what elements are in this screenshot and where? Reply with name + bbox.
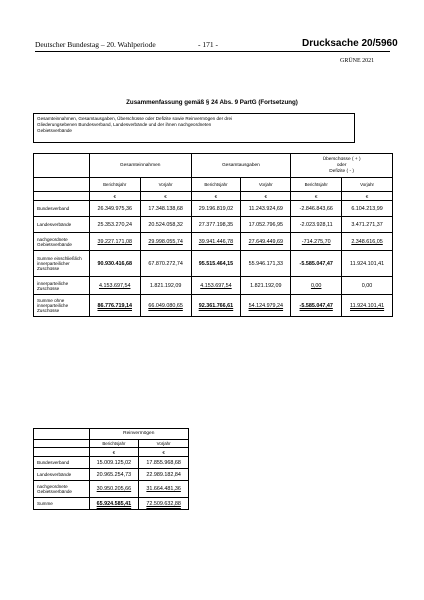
value-cell <box>89 233 140 251</box>
value-cell <box>139 498 189 510</box>
table-row <box>34 481 189 498</box>
table-row <box>34 277 393 295</box>
table-row <box>34 295 393 317</box>
subheader: Vorjahr <box>140 178 191 192</box>
value-text: 92.361.766,61 <box>198 302 234 309</box>
currency-cell: € <box>139 448 189 457</box>
value-cell: 20.965.254,73 <box>89 469 139 481</box>
value-cell <box>140 233 191 251</box>
value-cell: -5.585.047,47 <box>291 251 342 277</box>
value-cell <box>342 233 393 251</box>
value-text: 54.124.979,24 <box>248 302 284 309</box>
value-cell: 22.989.182,84 <box>139 469 189 481</box>
row-label: Summe ohne innerparteiliche Zuschüsse <box>34 295 90 317</box>
currency-cell: € <box>140 192 191 201</box>
corner-cell <box>34 440 90 448</box>
value-cell: 55.946.171,33 <box>241 251 291 277</box>
table-row <box>34 251 393 277</box>
subheader: Vorjahr <box>342 178 393 192</box>
value-cell <box>89 498 139 510</box>
value-text: 39.227.171,08 <box>97 238 132 245</box>
row-label: nachgeordnete Gebietsverbände <box>34 481 90 498</box>
description-line: Gebietsverbände <box>37 128 72 133</box>
subheader: Vorjahr <box>139 440 189 448</box>
value-cell: 20.524.058,32 <box>140 217 191 233</box>
value-text: -714.275,70 <box>301 238 331 245</box>
value-cell: 11.924.101,41 <box>342 251 393 277</box>
header-page-number: - 171 - <box>198 40 218 49</box>
row-label: Landesverbände <box>34 469 90 481</box>
value-cell <box>241 295 291 317</box>
value-cell <box>291 277 342 295</box>
corner-cell <box>34 448 90 457</box>
value-text: 72.509.632,88 <box>146 500 181 507</box>
description-box <box>33 113 355 143</box>
net-assets-table <box>33 428 189 510</box>
row-label: Bundesverband <box>34 457 90 469</box>
table-row <box>34 498 189 510</box>
value-text: 86.776.719,14 <box>97 302 132 309</box>
header-publication: Deutscher Bundestag – 20. Wahlperiode <box>35 40 156 49</box>
table-row <box>34 457 189 469</box>
subheader: Vorjahr <box>241 178 291 192</box>
value-cell <box>191 233 241 251</box>
section-title: Zusammenfassung gemäß § 24 Abs. 9 PartG (Fortsetzung) <box>126 99 298 106</box>
value-cell <box>139 481 189 498</box>
subheader: Berichtsjahr <box>89 440 139 448</box>
table-row <box>34 201 393 217</box>
value-cell: 17.855.968,68 <box>139 457 189 469</box>
table-row <box>34 217 393 233</box>
value-cell <box>89 481 139 498</box>
value-cell: 6.104.213,99 <box>342 201 393 217</box>
party-label: GRÜNE 2021 <box>340 58 375 64</box>
value-cell: 27.377.198,35 <box>191 217 241 233</box>
value-cell: 1.821.192,09 <box>241 277 291 295</box>
group-header-ausgaben: Gesamtausgaben <box>191 154 291 178</box>
value-text: 39.941.446,78 <box>198 238 234 245</box>
group-header-ueberschuesse <box>291 154 393 178</box>
value-cell: 17.052.796,95 <box>241 217 291 233</box>
value-cell <box>241 233 291 251</box>
description-line: Gliederungsebenen Bundesverband, Landesverbände und der ihnen nachgeordneten <box>37 122 212 127</box>
value-cell: 29.196.819,02 <box>191 201 241 217</box>
row-label: innerparteiliche Zuschüsse <box>34 277 90 295</box>
value-cell <box>291 233 342 251</box>
value-cell: -2.846.843,66 <box>291 201 342 217</box>
group-header-line: Überschüsse ( + ) <box>322 156 361 162</box>
value-cell: 11.243.924,69 <box>241 201 291 217</box>
value-cell: 26.349.975,36 <box>89 201 140 217</box>
value-cell: 1.821.192,09 <box>140 277 191 295</box>
value-cell <box>191 295 241 317</box>
group-header-line: oder <box>336 162 347 168</box>
row-label: Landesverbände <box>34 217 90 233</box>
header-document-number: Drucksache 20/5960 <box>302 38 398 49</box>
table-row <box>34 233 393 251</box>
value-cell <box>191 277 241 295</box>
value-cell: 0,00 <box>342 277 393 295</box>
corner-cell <box>34 429 90 440</box>
value-cell: 90.930.416,68 <box>89 251 140 277</box>
value-text: 0,00 <box>310 282 322 289</box>
subheader: Berichtsjahr <box>291 178 342 192</box>
value-text: 31.664.481,36 <box>146 486 181 492</box>
row-label: Summe einschließlich innerparteilicher Zuschüsse <box>34 251 90 277</box>
group-header-reinvermoegen: Reinvermögen <box>89 429 188 440</box>
corner-cell <box>34 192 90 201</box>
header-rule <box>35 51 390 52</box>
corner-cell <box>34 178 90 192</box>
value-text: 66.049.080,65 <box>148 302 183 309</box>
value-cell <box>89 295 140 317</box>
row-label: nachgeordnete Gebietsverbände <box>34 233 90 251</box>
value-text: 29.998.055,74 <box>148 238 183 245</box>
value-cell: -2.023.928,11 <box>291 217 342 233</box>
row-label: Bundesverband <box>34 201 90 217</box>
value-cell <box>291 295 342 317</box>
currency-cell: € <box>191 192 241 201</box>
table-row <box>34 469 189 481</box>
group-header-line: Defizite ( - ) <box>329 168 355 174</box>
value-text: -5.585.047,47 <box>299 302 333 309</box>
value-cell: 25.353.270,24 <box>89 217 140 233</box>
currency-cell: € <box>89 192 140 201</box>
value-cell <box>140 295 191 317</box>
value-cell <box>342 295 393 317</box>
value-text: 30.950.205,66 <box>96 486 132 492</box>
currency-cell: € <box>241 192 291 201</box>
subheader: Berichtsjahr <box>89 178 140 192</box>
value-cell: 15.009.125,02 <box>89 457 139 469</box>
summary-table <box>33 153 393 317</box>
value-cell: 17.348.138,68 <box>140 201 191 217</box>
value-text: 4.153.697,54 <box>98 282 131 289</box>
value-cell: 95.515.464,15 <box>191 251 241 277</box>
corner-cell <box>34 154 90 178</box>
subheader: Berichtsjahr <box>191 178 241 192</box>
currency-cell: € <box>342 192 393 201</box>
value-text: 4.153.697,54 <box>200 282 232 289</box>
value-text: 65.924.585,41 <box>96 500 132 507</box>
value-text: 11.924.101,41 <box>350 302 385 309</box>
group-header-einnahmen: Gesamteinnahmen <box>89 154 191 178</box>
currency-cell: € <box>89 448 139 457</box>
value-cell: 67.870.272,74 <box>140 251 191 277</box>
row-label: Summe <box>34 498 90 510</box>
value-text: 27.649.449,69 <box>248 238 284 245</box>
value-cell: 3.471.271,37 <box>342 217 393 233</box>
description-line: Gesamteinnahmen, Gesamtausgaben, Überschüsse oder Defizite sowie Reinvermögen der drei <box>37 116 233 121</box>
value-text: 2.348.616,05 <box>351 238 383 245</box>
currency-cell: € <box>291 192 342 201</box>
value-cell <box>89 277 140 295</box>
